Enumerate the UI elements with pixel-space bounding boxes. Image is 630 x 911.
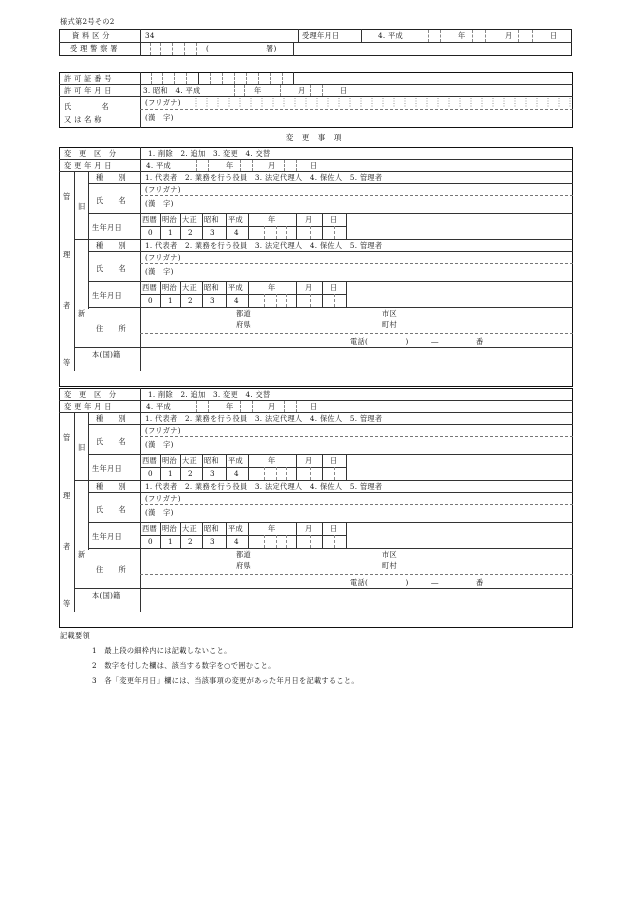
old-birth-month: 月: [305, 215, 313, 224]
received-year: 年: [458, 31, 466, 40]
city-label-2: 町村: [382, 561, 397, 570]
new-name-label: 氏 名: [96, 264, 126, 273]
side-label-tou: 等: [63, 358, 71, 367]
old-era-num-4: 4: [234, 228, 239, 237]
side-label-tou: 等: [63, 599, 71, 608]
new-birth-label: 生年月日: [92, 291, 122, 300]
old-era-2: 大正: [182, 456, 197, 465]
change-year: 年: [226, 402, 234, 411]
received-day: 日: [550, 31, 558, 40]
phone-label: 電話( ) ― 番: [350, 578, 484, 587]
old-era-num-2: 2: [188, 228, 193, 237]
permit-number-label: 許 可 証 番 号: [64, 74, 112, 83]
received-era: 4. 平成: [378, 31, 404, 40]
change-date-label: 変 更 年 月 日: [64, 161, 112, 170]
new-era-3: 昭和: [204, 283, 219, 292]
old-era-num-0: 0: [148, 228, 153, 237]
material-value[interactable]: 34: [145, 31, 155, 40]
city-label-1: 市区: [382, 550, 397, 559]
old-kanji: (漢 字): [145, 199, 174, 208]
new-type-options: 1. 代表者 2. 業務を行う役員 3. 法定代理人 4. 保佐人 5. 管理者: [145, 482, 383, 491]
permit-name-label-2: 又 は 名 称: [64, 115, 102, 124]
police-label: 受 理 警 察 署: [70, 44, 118, 53]
nationality-label: 本(国)籍: [92, 591, 121, 600]
permit-furigana: (フリガナ): [145, 98, 181, 107]
new-label: 新: [78, 550, 86, 559]
new-era-0: 西暦: [142, 283, 157, 292]
change-month: 月: [268, 161, 276, 170]
side-label-ri: 理: [63, 491, 71, 500]
form-title: 様式第2号その2: [60, 17, 115, 26]
old-birth-month: 月: [305, 456, 313, 465]
new-era-3: 昭和: [204, 524, 219, 533]
new-kanji: (漢 字): [145, 267, 174, 276]
new-birth-day: 日: [330, 524, 338, 533]
new-era-num-3: 3: [210, 296, 215, 305]
old-type-options: 1. 代表者 2. 業務を行う役員 3. 法定代理人 4. 保佐人 5. 管理者: [145, 173, 383, 182]
new-type-label: 種 別: [96, 482, 126, 491]
change-date-era: 4. 平成: [146, 161, 172, 170]
new-era-num-1: 1: [168, 296, 173, 305]
old-birth-year: 年: [268, 215, 276, 224]
change-date-era: 4. 平成: [146, 402, 172, 411]
old-era-3: 昭和: [204, 456, 219, 465]
section-title: 変 更 事 項: [285, 133, 345, 142]
old-birth-label: 生年月日: [92, 223, 122, 232]
old-type-label: 種 別: [96, 414, 126, 423]
old-name-label: 氏 名: [96, 437, 126, 446]
new-era-4: 平成: [228, 283, 243, 292]
old-birth-year: 年: [268, 456, 276, 465]
old-era-num-1: 1: [168, 469, 173, 478]
address-label: 住 所: [96, 324, 126, 333]
old-label: 旧: [78, 443, 86, 452]
change-year: 年: [226, 161, 234, 170]
new-era-num-4: 4: [234, 296, 239, 305]
pref-label-1: 都道: [236, 309, 251, 318]
new-birth-year: 年: [268, 283, 276, 292]
new-birth-day: 日: [330, 283, 338, 292]
new-name-label: 氏 名: [96, 505, 126, 514]
change-kind-label: 変 更 区 分: [64, 149, 117, 158]
old-era-0: 西暦: [142, 215, 157, 224]
furigana-grid: [190, 97, 572, 109]
permit-date-eras: 3. 昭和 4. 平成: [143, 86, 201, 95]
new-birth-month: 月: [305, 524, 313, 533]
side-label-sha: 者: [63, 542, 71, 551]
change-date-label: 変 更 年 月 日: [64, 402, 112, 411]
nationality-label: 本(国)籍: [92, 350, 121, 359]
side-label-kan: 管: [63, 192, 71, 201]
old-era-3: 昭和: [204, 215, 219, 224]
change-kind-options: 1. 削除 2. 追加 3. 変更 4. 交替: [148, 390, 271, 399]
new-era-4: 平成: [228, 524, 243, 533]
new-kanji: (漢 字): [145, 508, 174, 517]
new-era-num-2: 2: [188, 537, 193, 546]
old-furigana: (フリガナ): [145, 185, 181, 194]
change-month: 月: [268, 402, 276, 411]
change-day: 日: [310, 161, 318, 170]
permit-kanji: (漢 字): [145, 113, 174, 122]
new-birth-label: 生年月日: [92, 532, 122, 541]
received-month: 月: [505, 31, 513, 40]
pref-label-1: 都道: [236, 550, 251, 559]
old-label: 旧: [78, 202, 86, 211]
police-suffix: 署): [266, 44, 277, 53]
new-birth-month: 月: [305, 283, 313, 292]
phone-label: 電話( ) ― 番: [350, 337, 484, 346]
change-kind-options: 1. 削除 2. 追加 3. 変更 4. 交替: [148, 149, 271, 158]
change-kind-label: 変 更 区 分: [64, 390, 117, 399]
new-type-label: 種 別: [96, 241, 126, 250]
old-era-2: 大正: [182, 215, 197, 224]
police-open: (: [206, 44, 210, 53]
side-label-kan: 管: [63, 433, 71, 442]
new-era-2: 大正: [182, 283, 197, 292]
change-day: 日: [310, 402, 318, 411]
old-era-4: 平成: [228, 215, 243, 224]
old-era-num-2: 2: [188, 469, 193, 478]
permit-date-label: 許 可 年 月 日: [64, 86, 112, 95]
new-era-num-0: 0: [148, 296, 153, 305]
old-birth-label: 生年月日: [92, 464, 122, 473]
new-birth-year: 年: [268, 524, 276, 533]
old-era-num-3: 3: [210, 228, 215, 237]
note-item-1: 1 最上段の細枠内には記載しないこと。: [92, 646, 232, 655]
old-type-label: 種 別: [96, 173, 126, 182]
received-date-label: 受理年月日: [302, 31, 340, 40]
permit-name-label-1: 氏 名: [64, 102, 109, 111]
new-era-num-4: 4: [234, 537, 239, 546]
pref-label-2: 府県: [236, 320, 251, 329]
new-era-1: 明治: [162, 524, 177, 533]
old-furigana: (フリガナ): [145, 426, 181, 435]
old-era-num-1: 1: [168, 228, 173, 237]
old-era-0: 西暦: [142, 456, 157, 465]
permit-month: 月: [298, 86, 306, 95]
old-era-num-4: 4: [234, 469, 239, 478]
new-era-num-2: 2: [188, 296, 193, 305]
old-era-num-3: 3: [210, 469, 215, 478]
old-era-num-0: 0: [148, 469, 153, 478]
permit-day: 日: [340, 86, 348, 95]
new-era-num-0: 0: [148, 537, 153, 546]
city-label-2: 町村: [382, 320, 397, 329]
old-era-4: 平成: [228, 456, 243, 465]
new-era-1: 明治: [162, 283, 177, 292]
new-type-options: 1. 代表者 2. 業務を行う役員 3. 法定代理人 4. 保佐人 5. 管理者: [145, 241, 383, 250]
new-era-0: 西暦: [142, 524, 157, 533]
new-era-num-3: 3: [210, 537, 215, 546]
new-era-2: 大正: [182, 524, 197, 533]
old-era-1: 明治: [162, 215, 177, 224]
notes-title: 記載要領: [60, 631, 90, 640]
permit-year: 年: [254, 86, 262, 95]
material-label: 資 料 区 分: [72, 31, 110, 40]
new-label: 新: [78, 309, 86, 318]
old-kanji: (漢 字): [145, 440, 174, 449]
new-furigana: (フリガナ): [145, 494, 181, 503]
old-birth-day: 日: [330, 456, 338, 465]
note-item-3: 3 各「変更年月日」欄には、当該事項の変更があった年月日を記載すること。: [92, 676, 359, 685]
old-era-1: 明治: [162, 456, 177, 465]
new-era-num-1: 1: [168, 537, 173, 546]
side-label-ri: 理: [63, 250, 71, 259]
address-label: 住 所: [96, 565, 126, 574]
new-furigana: (フリガナ): [145, 253, 181, 262]
old-name-label: 氏 名: [96, 196, 126, 205]
old-type-options: 1. 代表者 2. 業務を行う役員 3. 法定代理人 4. 保佐人 5. 管理者: [145, 414, 383, 423]
side-label-sha: 者: [63, 301, 71, 310]
note-item-2: 2 数字を付した欄は、該当する数字を○で囲むこと。: [92, 661, 276, 670]
city-label-1: 市区: [382, 309, 397, 318]
old-birth-day: 日: [330, 215, 338, 224]
pref-label-2: 府県: [236, 561, 251, 570]
